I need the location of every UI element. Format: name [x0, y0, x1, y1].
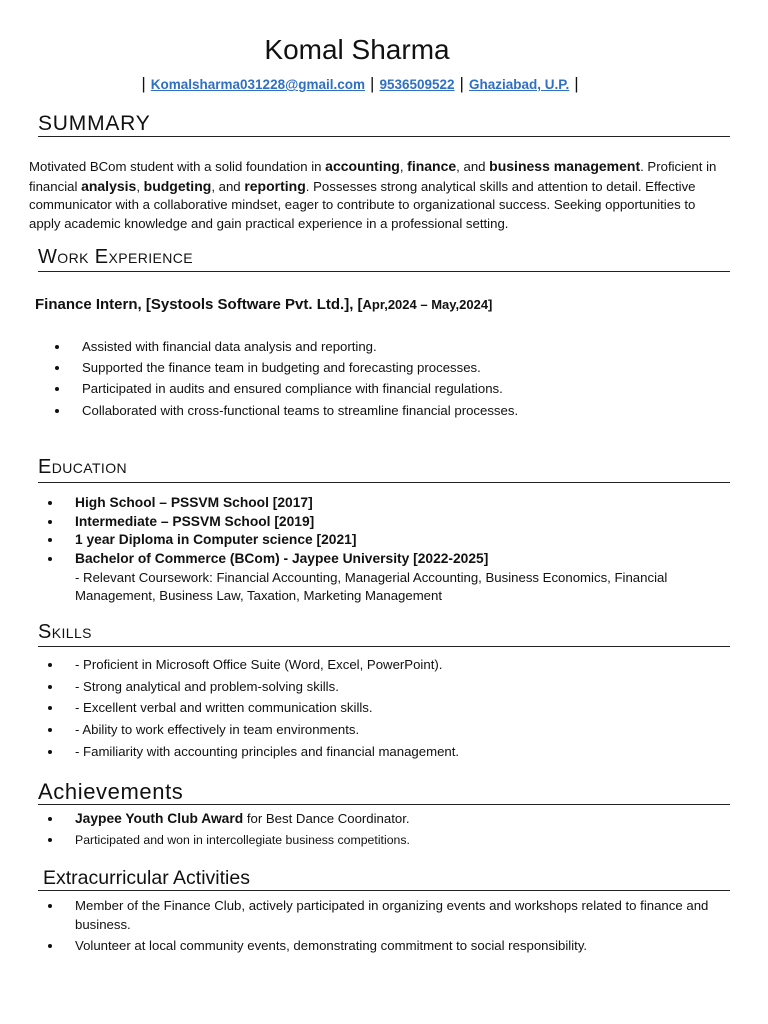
- list-item: - Excellent verbal and written communication skills.: [75, 699, 725, 718]
- list-item: Participated in audits and ensured compliance with financial regulations.: [82, 380, 722, 399]
- list-item: Supported the finance team in budgeting and forecasting processes.: [82, 359, 722, 378]
- skills-heading: Skills: [38, 621, 730, 647]
- email-link[interactable]: Komalsharma031228@gmail.com: [150, 77, 366, 92]
- candidate-name: Komal Sharma: [264, 34, 450, 65]
- work-heading: Work Experience: [38, 246, 730, 272]
- location-link[interactable]: Ghaziabad, U.P.: [468, 77, 570, 92]
- skills-list: [75, 656, 725, 761]
- contact-line: [0, 74, 720, 94]
- list-item: Volunteer at local community events, demonstrating commitment to social responsibility.: [75, 937, 743, 956]
- list-item: High School – PSSVM School [2017]: [75, 494, 725, 513]
- list-item: 1 year Diploma in Computer science [2021]: [75, 531, 725, 550]
- phone-link[interactable]: 9536509522: [379, 77, 455, 92]
- job-dates: Apr,2024 – May,2024]: [362, 297, 493, 312]
- list-item: Intermediate – PSSVM School [2019]: [75, 513, 725, 532]
- list-item: - Proficient in Microsoft Office Suite (Word, Excel, PowerPoint).: [75, 656, 725, 675]
- separator: |: [574, 74, 579, 93]
- job-title: Finance Intern, [Systools Software Pvt. Ltd.], [Apr,2024 – May,2024]: [35, 296, 493, 313]
- extracurricular-list: [75, 897, 743, 956]
- summary-heading: SUMMARY: [38, 112, 730, 137]
- list-item: - Ability to work effectively in team environments.: [75, 721, 725, 740]
- achievements-heading: Achievements: [38, 780, 730, 805]
- summary-paragraph: Motivated BCom student with a solid foundation in accounting, finance, and business management. Proficient in financial analysis, budgeting, and reporting. Possesses strong analytical skills and attention to detail. Effective communicator with a collaborative mindset, eager to contribute to organizational success. Seeking opportunities to apply academic knowledge and gain practical experience in a professional setting.: [29, 158, 717, 231]
- list-item: - Familiarity with accounting principles and financial management.: [75, 743, 725, 762]
- work-bullet-list: [82, 338, 722, 420]
- list-item: Participated and won in intercollegiate business competitions.: [75, 831, 725, 850]
- coursework-text: - Relevant Coursework: Financial Accounting, Managerial Accounting, Business Economics, Financial Management, Business Law, Taxation, Marketing Management: [75, 570, 668, 603]
- list-item: Collaborated with cross-functional teams to streamline financial processes.: [82, 402, 722, 421]
- list-item: - Strong analytical and problem-solving skills.: [75, 678, 725, 697]
- separator: |: [141, 74, 146, 93]
- separator: |: [459, 74, 464, 93]
- list-item: Jaypee Youth Club Award for Best Dance Coordinator.: [75, 810, 725, 829]
- list-item: Assisted with financial data analysis and reporting.: [82, 338, 722, 357]
- education-list: [75, 494, 725, 568]
- list-item: Bachelor of Commerce (BCom) - Jaypee University [2022-2025]: [75, 550, 725, 569]
- extracurricular-heading: Extracurricular Activities: [38, 868, 730, 891]
- education-heading: Education: [38, 456, 730, 483]
- achievements-list: [75, 810, 725, 849]
- separator: |: [370, 74, 375, 93]
- list-item: Member of the Finance Club, actively participated in organizing events and workshops related to finance and business.: [75, 897, 743, 934]
